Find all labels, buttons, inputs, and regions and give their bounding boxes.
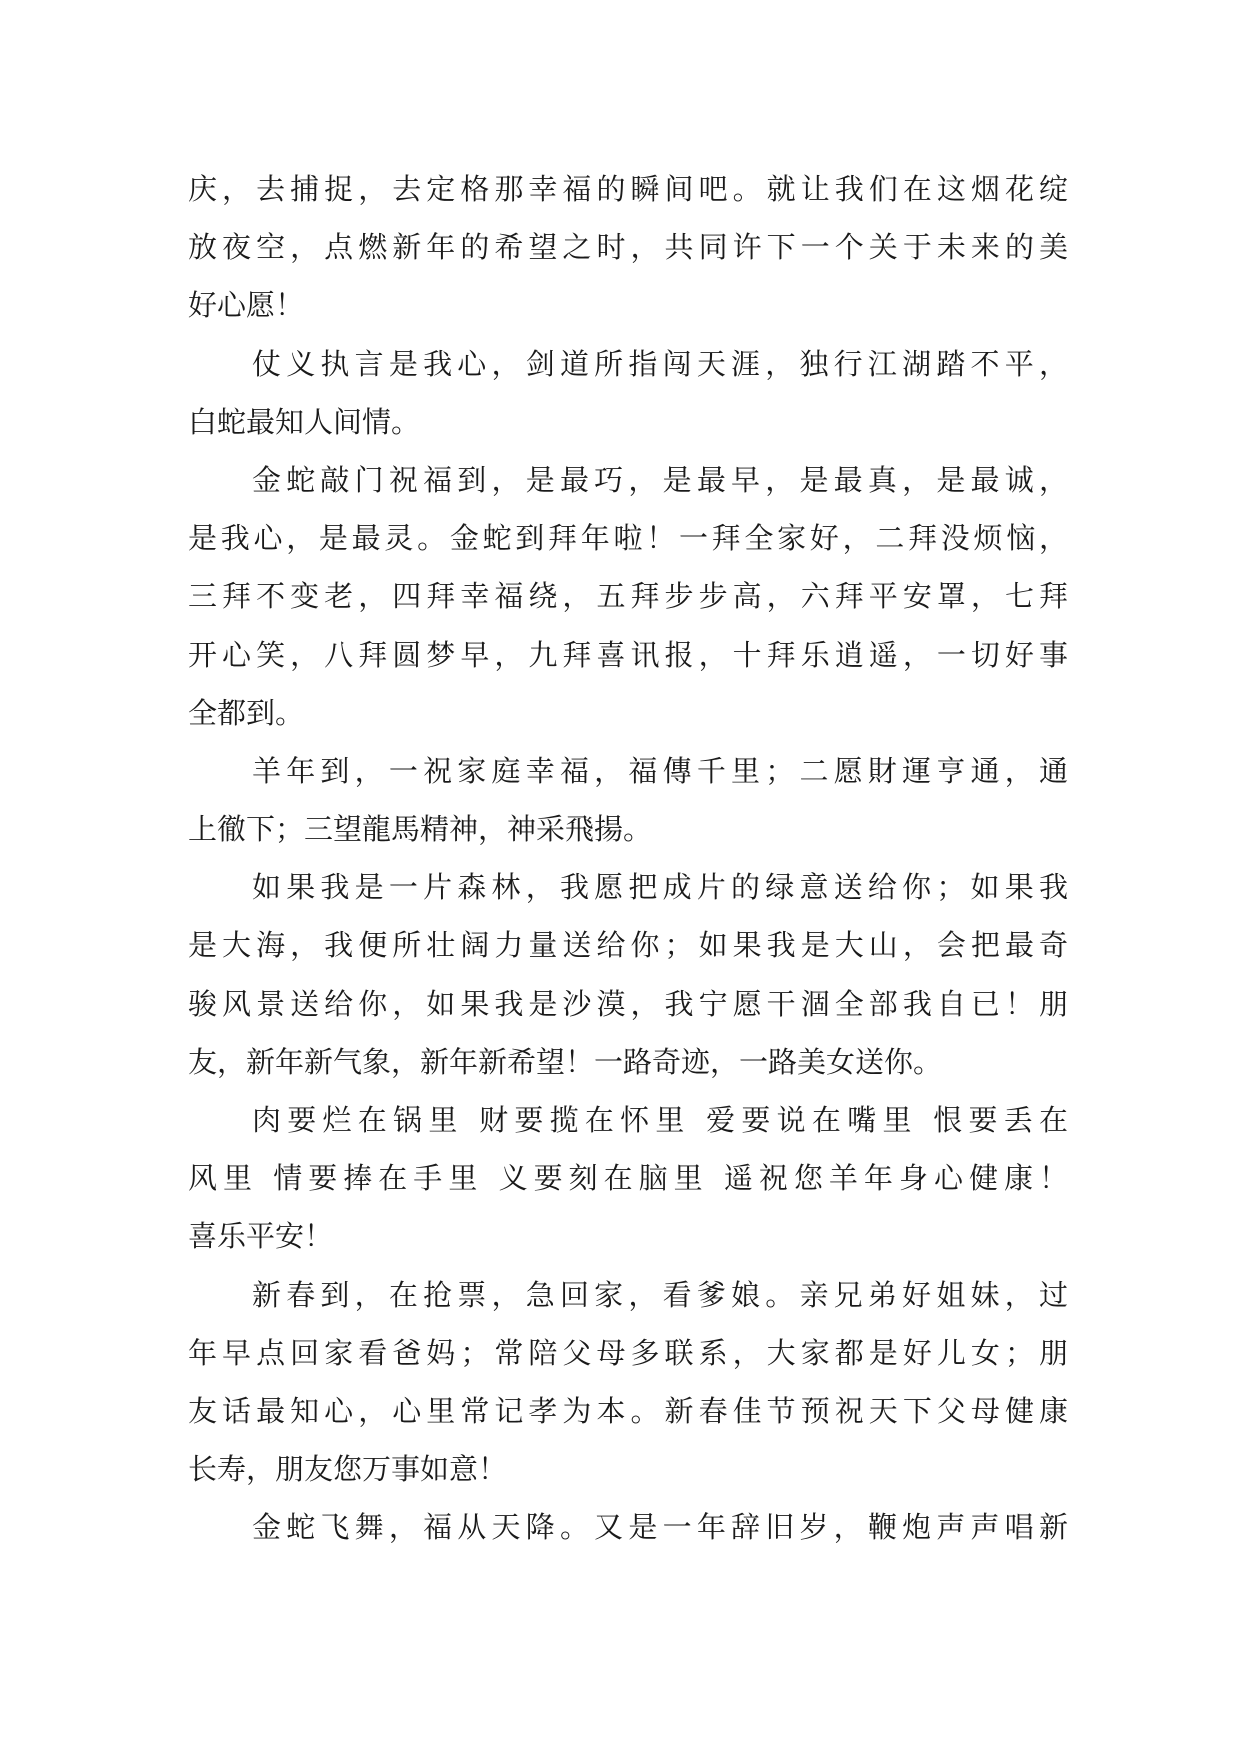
paragraph — [188, 160, 1068, 335]
text-line: 上徹下；三望龍馬精神，神采飛揚。 — [188, 812, 653, 847]
paragraph — [188, 335, 1068, 451]
text-line: 金蛇飞舞，福从天降。又是一年辞旧岁，鞭炮声声唱新 — [252, 1510, 1068, 1545]
text-line: 肉要烂在锅里 财要揽在怀里 爱要说在嘴里 恨要丢在 — [252, 1103, 1068, 1137]
text-line: 仗义执言是我心，剑道所指闯天涯，独行江湖踏不平， — [252, 346, 1068, 381]
paragraph — [188, 1498, 1068, 1556]
paragraph — [188, 451, 1068, 742]
text-line: 风里 情要捧在手里 义要刻在脑里 遥祝您羊年身心健康！ — [188, 1161, 1068, 1196]
text-line: 长寿，朋友您万事如意！ — [188, 1452, 508, 1487]
text-line: 新春到，在抢票，急回家，看爹娘。亲兄弟好姐妹，过 — [252, 1277, 1068, 1312]
text-line: 友，新年新气象，新年新希望！一路奇迹，一路美女送你。 — [188, 1044, 943, 1079]
text-line: 喜乐平安！ — [188, 1219, 334, 1254]
document-body — [188, 160, 1068, 1557]
paragraph — [188, 1266, 1068, 1499]
text-line: 如果我是一片森林，我愿把成片的绿意送给你；如果我 — [252, 870, 1068, 905]
text-line: 羊年到，一祝家庭幸福，福傳千里；二愿財運亨通，通 — [252, 753, 1068, 788]
text-line: 全都到。 — [188, 695, 305, 730]
text-line: 金蛇敲门祝福到，是最巧，是最早，是最真，是最诚， — [252, 462, 1068, 497]
text-line: 骏风景送给你，如果我是沙漠，我宁愿干涸全部我自已！朋 — [188, 986, 1068, 1021]
text-line: 庆，去捕捉，去定格那幸福的瞬间吧。就让我们在这烟花绽 — [188, 172, 1068, 206]
paragraph — [188, 742, 1068, 858]
text-line: 白蛇最知人间情。 — [188, 404, 421, 439]
text-line: 开心笑，八拜圆梦早，九拜喜讯报，十拜乐逍遥，一切好事 — [188, 637, 1068, 672]
text-line: 是大海，我便所壮阔力量送给你；如果我是大山，会把最奇 — [188, 928, 1068, 963]
text-line: 三拜不变老，四拜幸福绕，五拜步步高，六拜平安罩，七拜 — [188, 579, 1068, 614]
text-line: 放夜空，点燃新年的希望之时，共同许下一个关于未来的美 — [188, 230, 1068, 265]
text-line: 是我心，是最灵。金蛇到拜年啦！一拜全家好，二拜没烦恼， — [188, 521, 1068, 556]
text-line: 友话最知心，心里常记孝为本。新春佳节预祝天下父母健康 — [188, 1393, 1068, 1428]
text-line: 年早点回家看爸妈；常陪父母多联系，大家都是好儿女；朋 — [188, 1335, 1068, 1370]
paragraph — [188, 858, 1068, 1091]
paragraph — [188, 1091, 1068, 1266]
text-line: 好心愿！ — [188, 288, 305, 323]
